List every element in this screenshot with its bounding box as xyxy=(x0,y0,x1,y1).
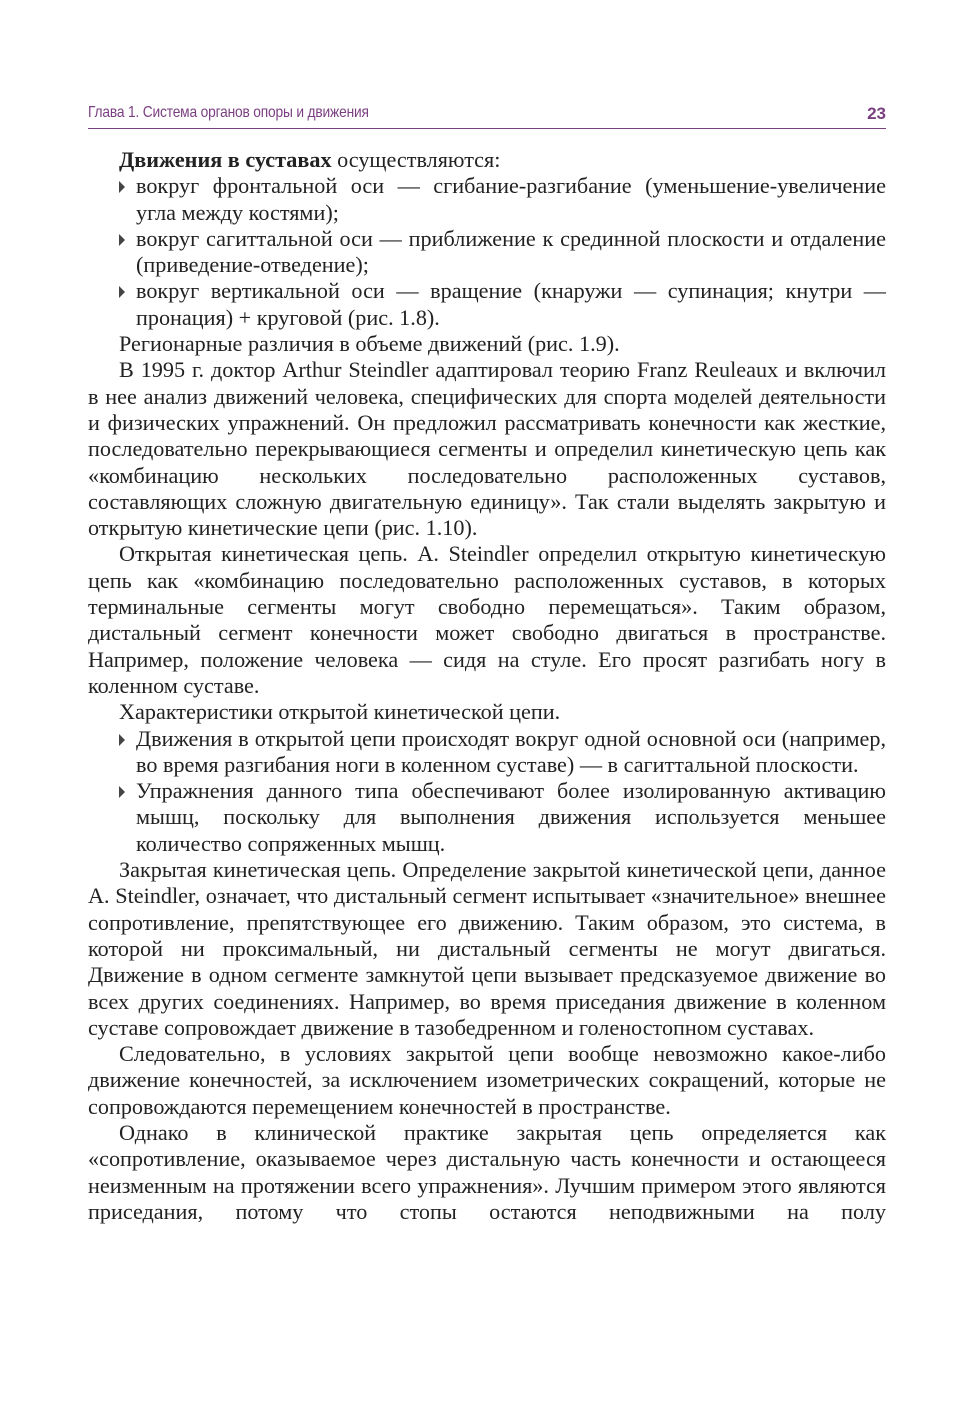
list-item-text: Движения в открытой цепи происходят вокруг одной основной оси (например, во время разгибания ноги в коленном суставе) — в сагиттальной плоскости. xyxy=(136,725,886,777)
list-item-text: вокруг вертикальной оси — вращение (кнаружи — супинация; кнутри — пронация) + круговой (рис. 1.8). xyxy=(136,278,886,330)
triangle-bullet-icon xyxy=(119,234,125,246)
list-item xyxy=(88,726,886,779)
page-body xyxy=(88,147,886,1225)
page-number: 23 xyxy=(867,104,886,123)
triangle-bullet-icon xyxy=(119,786,125,798)
list-item xyxy=(88,226,886,279)
intro-bold-term: Движения в суставах xyxy=(119,147,332,172)
paragraph-closed-chain: Закрытая кинетическая цепь. Определение закрытой кинетической цепи, данное A. Steindler, означает, что дистальный сегмент испытывает «значительное» внешнее сопротивление, препятствующее его движению. Таким образом, это система, в которой ни проксимальный, ни дистальный сегменты не могут двигаться. Движение в одном сегменте замкнутой цепи вызывает предсказуемое движение во всех других соединениях. Например, во время приседания движение в коленном суставе сопровождает движение в тазобедренном и голеностопном суставах. xyxy=(88,857,886,1040)
intro-paragraph xyxy=(88,147,886,173)
movement-axes-list xyxy=(88,173,886,331)
list-item xyxy=(88,278,886,331)
paragraph-clinical: Однако в клинической практике закрытая цепь определяется как «сопротивление, оказываемое через дистальную часть конечности и остающееся неизменным на протяжении всего упражнения». Лучшим примером этого являются приседания, потому что стопы остаются неподвижными на полу xyxy=(88,1119,886,1224)
paragraph-consequently: Следовательно, в условиях закрытой цепи вообще невозможно какое-либо движение конечностей, за исключением изометрических сокращений, которые не сопровождаются перемещением конечностей в пространстве. xyxy=(88,1041,886,1119)
intro-rest: осуществляются: xyxy=(331,147,501,172)
paragraph-open-chain: Открытая кинетическая цепь. A. Steindler определил открытую кинетическую цепь как «комбинацию последовательно расположенных суставов, в которых терминальные сегменты могут свободно перемещаться». Таким образом, дистальный сегмент конечности может свободно двигаться в пространстве. Например, положение человека — сидя на стуле. Его просят разгибать ногу в коленном суставе. xyxy=(88,541,886,698)
running-header xyxy=(88,104,886,129)
list-item xyxy=(88,778,886,857)
triangle-bullet-icon xyxy=(119,181,125,193)
list-item-text: Упражнения данного типа обеспечивают более изолированную активацию мышц, поскольку для выполнения движения используется меньшее количество сопряженных мышц. xyxy=(136,778,886,856)
list-item xyxy=(88,173,886,226)
list-item-text: вокруг сагиттальной оси — приближение к срединной плоскости и отдаление (приведение-отведение); xyxy=(136,225,886,278)
paragraph-regional: Регионарные различия в объеме движений (рис. 1.9). xyxy=(119,331,620,357)
triangle-bullet-icon xyxy=(119,286,125,298)
paragraph-steindler: В 1995 г. доктор Arthur Steindler адаптировал теорию Franz Reuleaux и включил в нее анализ движений человека, специфических для спорта моделей деятельности и физических упражнений. Он предложил рассматривать конечности как жесткие, последовательно перекрывающиеся сегменты и определил кинетическую цепь как «комбинацию нескольких последовательно расположенных суставов, составляющих сложную двигательную единицу». Так стали выделять закрытую и открытую кинетические цепи (рис. 1.10). xyxy=(88,357,886,541)
list-item-text: вокруг фронтальной оси — сгибание-разгибание (уменьшение-увеличение угла между костями); xyxy=(136,173,886,225)
paragraph-open-features: Характеристики открытой кинетической цепи. xyxy=(119,699,561,725)
triangle-bullet-icon xyxy=(119,734,125,746)
open-chain-list xyxy=(88,726,886,857)
chapter-running-title: Глава 1. Система органов опоры и движения xyxy=(88,104,369,121)
